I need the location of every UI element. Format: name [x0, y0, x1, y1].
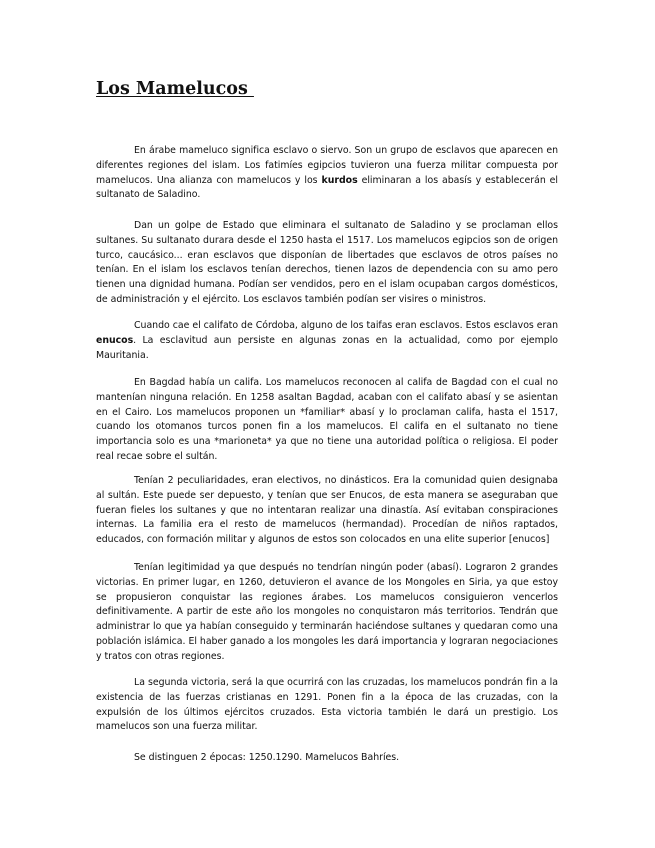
paragraph-1-text-start: En árabe mameluco significa esclavo o siervo. Son un grupo de esclavos que aparecen en diferentes regiones del islam. Los fatimíes egipcios tuvieron una fuerza militar compuesta por mamelucos. Una alianza con mamelucos y los — [96, 145, 558, 186]
paragraph-2: Dan un golpe de Estado que eliminara el sultanato de Saladino y se proclaman ellos sultanes. Su sultanato durara desde el 1250 hasta el 1517. Los mamelucos egipcios son de origen turco, caucásico... eran esclavos que disponían de libertades que esclavos de otros países no tenían. En el islam los esclavos tenían derechos, tienen lazos de dependencia con su amo pero tienen una dignidad humana. Podían ser vendidos, pero en el islam ocupaban cargos domésticos, de administración y el ejército. Los esclavos también podían ser visires o ministros. — [96, 220, 558, 305]
paragraph-5: Tenían 2 peculiaridades, eran electivos, no dinásticos. Era la comunidad quien designaba al sultán. Este puede ser depuesto, y tenían que ser Enucos, de esta manera se aseguraban que fueran fieles los sultanes y que no intentaran realizar una dinastía. Así evitaban conspiraciones internas. La familia era el resto de mamelucos (hermandad). Procedían de niños raptados, educados, con formación militar y algunos de estos son colocados en una elite superior [enucos] — [96, 475, 558, 546]
paragraph-4: En Bagdad había un califa. Los mamelucos reconocen al califa de Bagdad con el cual no mantenían ninguna relación. En 1258 asaltan Bagdad, acaban con el califato abasí y se asientan en el Cairo. Los mamelucos proponen un *familiar* abasí y lo proclaman califa, hasta el 1517, cuando los otomanos turcos ponen fin a los mamelucos. El califa en el sultanato no tiene importancia solo es una *marioneta* ya que no tiene una autoridad política o religiosa. El poder real recae sobre el sultán. — [96, 377, 558, 462]
paragraph-7: La segunda victoria, será la que ocurrirá con las cruzadas, los mamelucos pondrán fin a la existencia de las fuerzas cristianas en 1291. Ponen fin a la época de las cruzadas, con la expulsión de los últimos ejércitos cruzados. Esta victoria también le dará un prestigio. Los mamelucos son una fuerza militar. — [96, 677, 558, 733]
paragraph-1-text-end: eliminaran a los abasís y establecerán el sultanato de Saladino. — [96, 174, 559, 201]
bold-term-kurdos: kurdos — [321, 174, 358, 186]
bold-term-enucos: enucos — [96, 334, 134, 346]
paragraph-6: Tenían legitimidad ya que después no tendrían ningún poder (abasí). Lograron 2 grandes victorias. En primer lugar, en 1260, detuvieron el avance de los Mongoles en Siria, ya que estoy se propusieron conquistar las regiones árabes. Los mamelucos consiguieron vencerlos definitivamente. A partir de este año los mongoles no conquistaron más territorios. Tendrán que administrar lo que ya habían conseguido y terminarán haciéndose sultanes y quedaran como una población islámica. El haber ganado a los mongoles les dará importancia y lograran negociaciones y tratos con otras regiones. — [96, 562, 558, 662]
document-title: Los Mamelucos — [96, 79, 254, 99]
paragraph-3-text-start: Cuando cae el califato de Córdoba, alguno de los taifas eran esclavos. Estos esclavos eran — [134, 320, 558, 331]
paragraph-3-text-end: . La esclavitud aun persiste en algunas zonas en la actualidad, como por ejemplo Mauritania. — [96, 334, 558, 361]
paragraph-3 — [96, 319, 558, 363]
paragraph-1 — [96, 144, 558, 203]
paragraph-8: Se distinguen 2 épocas: 1250.1290. Mamelucos Bahríes. — [134, 752, 400, 763]
